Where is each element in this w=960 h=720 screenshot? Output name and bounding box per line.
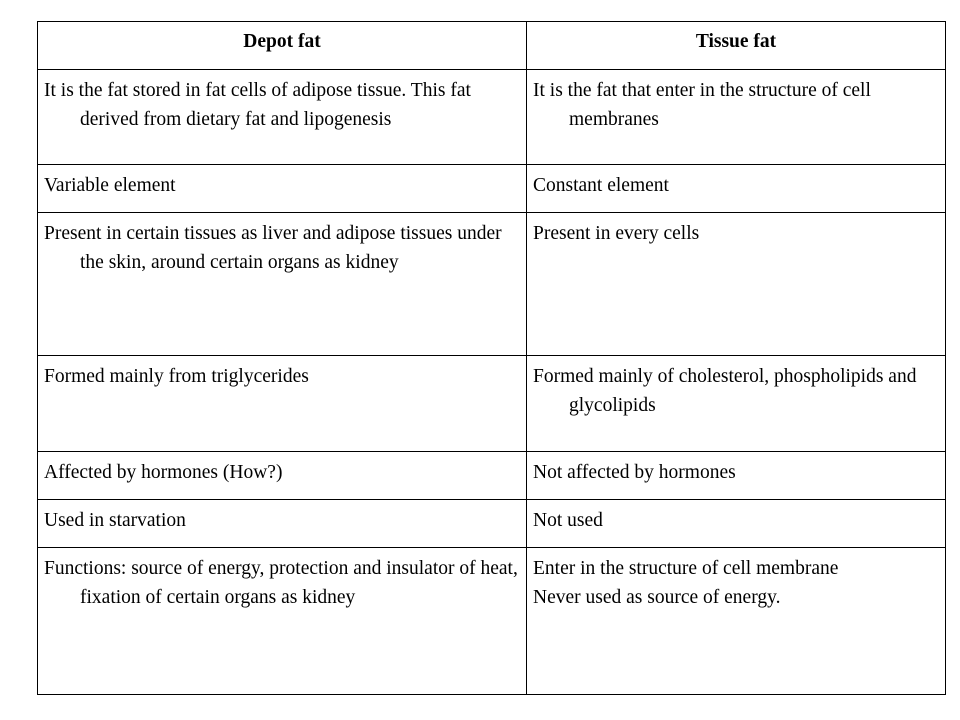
cell-text: Formed mainly of cholesterol, phospholipids and glycolipids [533, 366, 917, 416]
tissue-cell [527, 548, 946, 695]
table-row [38, 213, 946, 356]
tissue-cell [527, 452, 946, 500]
tissue-cell [527, 500, 946, 548]
depot-cell [38, 70, 527, 165]
tissue-cell [527, 165, 946, 213]
cell-text: Functions: source of energy, protection and insulator of heat, fixation of certain organs as kidney [44, 558, 518, 608]
depot-cell [38, 548, 527, 695]
table-row [38, 70, 946, 165]
cell-text: Not used [533, 510, 603, 531]
cell-text: Used in starvation [44, 510, 186, 531]
cell-text-lines [533, 554, 939, 612]
depot-cell [38, 452, 527, 500]
header-row [38, 22, 946, 70]
cell-text: Present in certain tissues as liver and adipose tissues under the skin, around certain organs as kidney [44, 223, 502, 273]
tissue-cell [527, 213, 946, 356]
cell-text: Formed mainly from triglycerides [44, 366, 309, 387]
cell-text: It is the fat stored in fat cells of adipose tissue. This fat derived from dietary fat and lipogenesis [44, 80, 471, 130]
header-depot-fat: Depot fat [38, 22, 527, 70]
depot-cell [38, 165, 527, 213]
cell-text: Present in every cells [533, 223, 700, 244]
tissue-cell [527, 70, 946, 165]
cell-line: Enter in the structure of cell membrane [533, 558, 839, 579]
table-row [38, 500, 946, 548]
depot-cell [38, 356, 527, 452]
tissue-cell [527, 356, 946, 452]
depot-cell [38, 213, 527, 356]
cell-text: Constant element [533, 175, 669, 196]
cell-line: Never used as source of energy. [533, 587, 781, 608]
header-tissue-fat: Tissue fat [527, 22, 946, 70]
cell-text: It is the fat that enter in the structure of cell membranes [533, 80, 871, 130]
depot-cell [38, 500, 527, 548]
cell-text: Variable element [44, 175, 176, 196]
comparison-table [37, 21, 946, 695]
cell-text: Affected by hormones (How?) [44, 462, 283, 483]
cell-text: Not affected by hormones [533, 462, 736, 483]
table-row [38, 356, 946, 452]
table-row [38, 165, 946, 213]
table-row [38, 452, 946, 500]
table-row [38, 548, 946, 695]
